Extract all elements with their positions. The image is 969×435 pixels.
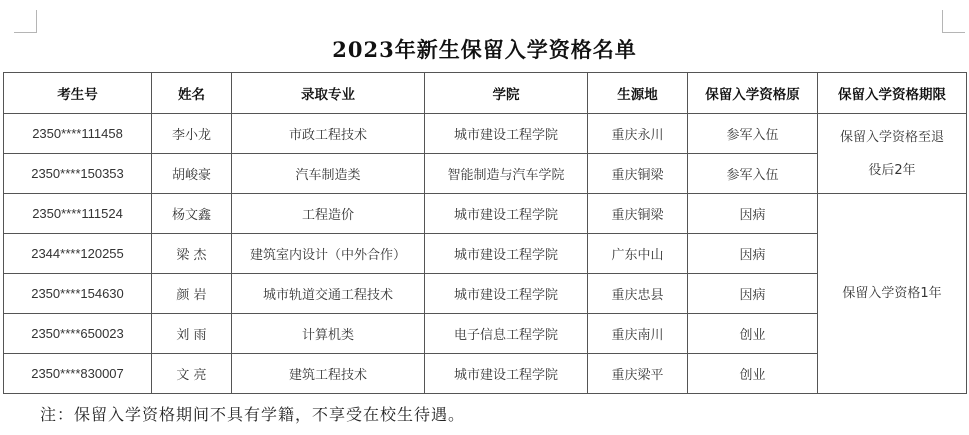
major-cell: 工程造价	[232, 194, 425, 234]
page-corner-mark-right	[942, 10, 965, 33]
document-title: 2023年新生保留入学资格名单	[332, 37, 637, 62]
header-name: 姓名	[152, 73, 232, 114]
reason-cell: 参军入伍	[688, 114, 818, 154]
period-text-line2: 役后2年	[868, 162, 916, 178]
header-period: 保留入学资格期限	[818, 73, 967, 114]
period-cell-military	[818, 114, 967, 194]
student-name-cell: 文 亮	[152, 354, 232, 394]
origin-cell: 重庆铜梁	[588, 154, 688, 194]
header-college: 学院	[425, 73, 588, 114]
major-cell: 建筑室内设计（中外合作）	[232, 234, 425, 274]
origin-cell: 重庆梁平	[588, 354, 688, 394]
exam-no-cell: 2350****830007	[4, 354, 152, 394]
exam-no-cell: 2350****650023	[4, 314, 152, 354]
page-corner-mark-left	[14, 10, 37, 33]
exam-no-cell: 2350****111458	[4, 114, 152, 154]
period-cell-other	[818, 194, 967, 394]
table-row	[4, 114, 967, 154]
footnote: 注：保留入学资格期间不具有学籍，不享受在校生待遇。	[40, 405, 466, 424]
reason-cell: 因病	[688, 234, 818, 274]
college-cell: 城市建设工程学院	[425, 194, 588, 234]
exam-no-cell: 2350****154630	[4, 274, 152, 314]
header-reason: 保留入学资格原	[688, 73, 818, 114]
student-name-cell: 刘 雨	[152, 314, 232, 354]
college-cell: 城市建设工程学院	[425, 234, 588, 274]
period-text-line1: 保留入学资格1年	[842, 286, 942, 301]
major-cell: 建筑工程技术	[232, 354, 425, 394]
origin-cell: 重庆南川	[588, 314, 688, 354]
major-cell: 汽车制造类	[232, 154, 425, 194]
origin-cell: 重庆忠县	[588, 274, 688, 314]
origin-cell: 重庆铜梁	[588, 194, 688, 234]
exam-no-cell: 2350****150353	[4, 154, 152, 194]
college-cell: 城市建设工程学院	[425, 354, 588, 394]
period-text-line1: 保留入学资格至退	[839, 129, 944, 145]
reason-cell: 创业	[688, 314, 818, 354]
header-exam-no: 考生号	[4, 73, 152, 114]
exam-no-cell: 2350****111524	[4, 194, 152, 234]
college-cell: 电子信息工程学院	[425, 314, 588, 354]
reason-cell: 创业	[688, 354, 818, 394]
table-header-row	[4, 73, 967, 114]
student-name-cell: 李小龙	[152, 114, 232, 154]
major-cell: 计算机类	[232, 314, 425, 354]
college-cell: 城市建设工程学院	[425, 274, 588, 314]
reserved-admission-table	[3, 72, 967, 394]
student-name-cell: 胡峻豪	[152, 154, 232, 194]
reason-cell: 因病	[688, 194, 818, 234]
header-origin: 生源地	[588, 73, 688, 114]
student-name-cell: 梁 杰	[152, 234, 232, 274]
major-cell: 市政工程技术	[232, 114, 425, 154]
college-cell: 城市建设工程学院	[425, 114, 588, 154]
major-cell: 城市轨道交通工程技术	[232, 274, 425, 314]
table-row	[4, 194, 967, 234]
student-name-cell: 颜 岩	[152, 274, 232, 314]
college-cell: 智能制造与汽车学院	[425, 154, 588, 194]
exam-no-cell: 2344****120255	[4, 234, 152, 274]
reason-cell: 参军入伍	[688, 154, 818, 194]
origin-cell: 重庆永川	[588, 114, 688, 154]
origin-cell: 广东中山	[588, 234, 688, 274]
reason-cell: 因病	[688, 274, 818, 314]
header-major: 录取专业	[232, 73, 425, 114]
student-name-cell: 杨文鑫	[152, 194, 232, 234]
